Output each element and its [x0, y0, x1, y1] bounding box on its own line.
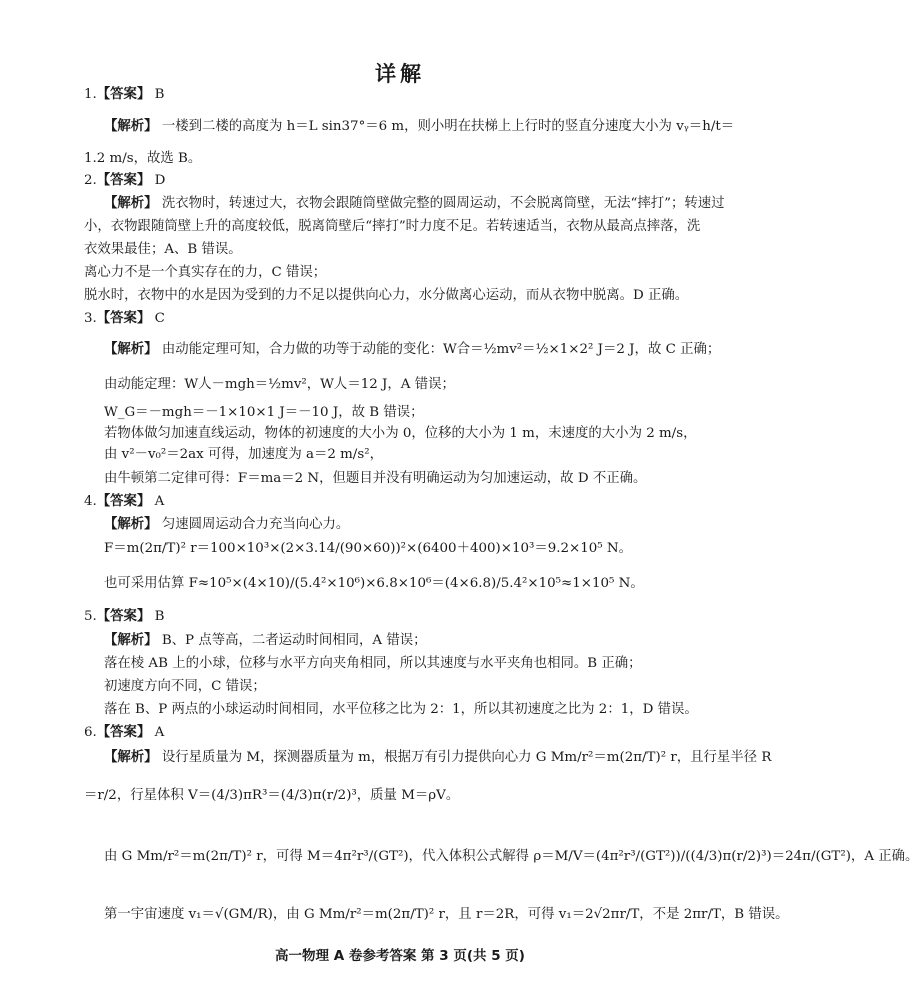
line-text: A — [150, 725, 165, 740]
line-text: W_G＝－mgh＝－1×10×1 J＝－10 J，故 B 错误； — [104, 405, 424, 420]
answer-heading-line — [104, 195, 725, 213]
line-text: 落在棱 AB 上的小球，位移与水平方向夹角相同，所以其速度与水平夹角也相同。B 正确； — [104, 656, 642, 671]
section-label: 【答案】 — [96, 609, 151, 624]
text-line — [84, 787, 459, 805]
page-title: 详解 — [375, 62, 425, 86]
line-text: 一楼到二楼的高度为 h＝L sin37°＝6 m，则小明在扶梯上上行时的竖直分速度大小为 vᵧ＝h/t＝ — [157, 119, 735, 134]
section-label: 【答案】 — [96, 311, 151, 326]
line-text: 由 G Mm/r²＝m(2π/T)² r，可得 M＝4π²r³/(GT²)，代入体积公式解得 ρ＝M/V＝(4π²r³/(GT²))/((4/3)π(r/2)³)＝24π/(GT²)，A 正确。 — [104, 849, 918, 864]
answer-heading-line — [104, 749, 771, 767]
line-text: C — [150, 311, 165, 326]
text-line — [84, 241, 242, 259]
section-label: 【解析】 — [104, 517, 158, 532]
text-line — [104, 701, 698, 719]
section-label: 【答案】 — [96, 725, 151, 740]
text-line — [84, 150, 201, 168]
text-line — [104, 425, 696, 443]
section-label: 【答案】 — [96, 173, 151, 188]
line-text: 匀速圆周运动合力充当向心力。 — [157, 517, 350, 532]
answer-heading-line — [84, 493, 164, 511]
line-text: B — [150, 87, 165, 102]
line-text: 由动能定理可知，合力做的功等于动能的变化：W合＝½mv²＝½×1×2² J＝2 J，故 C 正确； — [157, 342, 721, 357]
text-line — [84, 218, 700, 236]
question-number: 4. — [84, 494, 97, 509]
question-number: 6. — [84, 725, 97, 740]
text-line — [84, 287, 688, 305]
question-number: 3. — [84, 311, 97, 326]
section-label: 【解析】 — [104, 750, 158, 765]
line-text: 由 v²－v₀²＝2ax 可得，加速度为 a＝2 m/s²， — [104, 447, 383, 462]
line-text: B — [150, 609, 165, 624]
line-text: 第一宇宙速度 v₁＝√(GM/R)，由 G Mm/r²＝m(2π/T)² r，且 r＝2R，可得 v₁＝2√2πr/T，不是 2πr/T，B 错误。 — [104, 907, 789, 922]
text-line — [84, 264, 326, 282]
line-text: 也可采用估算 F≈10⁵×(4×10)/(5.4²×10⁶)×6.8×10⁶＝(4×6.8)/5.4²×10⁵≈1×10⁵ N。 — [104, 576, 644, 591]
line-text: 设行星质量为 M，探测器质量为 m，根据万有引力提供向心力 G Mm/r²＝m(2π/T)² r，且行星半径 R — [157, 750, 772, 765]
line-text: 衣效果最佳；A、B 错误。 — [84, 242, 242, 257]
line-text: A — [150, 494, 165, 509]
line-text: 若物体做匀加速直线运动，物体的初速度的大小为 0，位移的大小为 1 m，末速度的大小为 2 m/s， — [104, 426, 697, 441]
section-label: 【解析】 — [104, 633, 158, 648]
line-text: ＝r/2，行星体积 V＝(4/3)πR³＝(4/3)π(r/2)³，质量 M＝ρV。 — [84, 788, 460, 803]
answer-heading-line — [84, 172, 165, 190]
section-label: 【答案】 — [96, 87, 151, 102]
line-text: B、P 点等高，二者运动时间相同，A 错误； — [157, 633, 427, 648]
answer-heading-line — [84, 608, 164, 626]
answer-heading-line — [84, 86, 164, 104]
line-text: 小，衣物跟随筒壁上升的高度较低，脱离筒壁后“摔打”时力度不足。若转速适当，衣物从最高点摔落，洗 — [84, 219, 701, 234]
question-number: 5. — [84, 609, 97, 624]
question-number: 2. — [84, 173, 97, 188]
answer-heading-line — [104, 632, 427, 650]
line-text: 洗衣物时，转速过大，衣物会跟随筒壁做完整的圆周运动，不会脱离筒壁，无法“摔打”；转速过 — [157, 196, 725, 211]
text-line — [104, 540, 632, 558]
line-text: 由动能定理：W人－mgh＝½mv²，W人＝12 J，A 错误； — [104, 377, 455, 392]
text-line — [104, 848, 918, 866]
section-label: 【解析】 — [104, 119, 158, 134]
text-line — [104, 376, 455, 394]
answer-heading-line — [84, 724, 164, 742]
answer-heading-line — [104, 118, 734, 136]
text-line — [104, 470, 646, 488]
line-text: D — [150, 173, 166, 188]
line-text: F＝m(2π/T)² r＝100×10³×(2×3.14/(90×60))²×(6400＋400)×10³＝9.2×10⁵ N。 — [104, 541, 633, 556]
text-line — [104, 655, 642, 673]
text-line — [104, 678, 266, 696]
line-text: 脱水时，衣物中的水是因为受到的力不足以提供向心力，水分做离心运动，而从衣物中脱离。D 正确。 — [84, 288, 689, 303]
page-footer: 高一物理 A 卷参考答案 第 3 页(共 5 页) — [275, 948, 525, 964]
text-line — [104, 404, 424, 422]
line-text: 离心力不是一个真实存在的力，C 错误； — [84, 265, 327, 280]
text-line — [104, 446, 383, 464]
line-text: 初速度方向不同，C 错误； — [104, 679, 266, 694]
answer-heading-line — [104, 341, 720, 359]
line-text: 1.2 m/s，故选 B。 — [84, 151, 202, 166]
question-number: 1. — [84, 87, 97, 102]
section-label: 【答案】 — [96, 494, 151, 509]
section-label: 【解析】 — [104, 342, 158, 357]
text-line — [104, 906, 789, 924]
line-text: 落在 B、P 两点的小球运动时间相同，水平位移之比为 2：1，所以其初速度之比为 2：1，D 错误。 — [104, 702, 698, 717]
answer-heading-line — [84, 310, 165, 328]
answer-heading-line — [104, 516, 349, 534]
text-line — [104, 575, 644, 593]
section-label: 【解析】 — [104, 196, 158, 211]
line-text: 由牛顿第二定律可得：F＝ma＝2 N，但题目并没有明确运动为匀加速运动，故 D 不正确。 — [104, 471, 647, 486]
